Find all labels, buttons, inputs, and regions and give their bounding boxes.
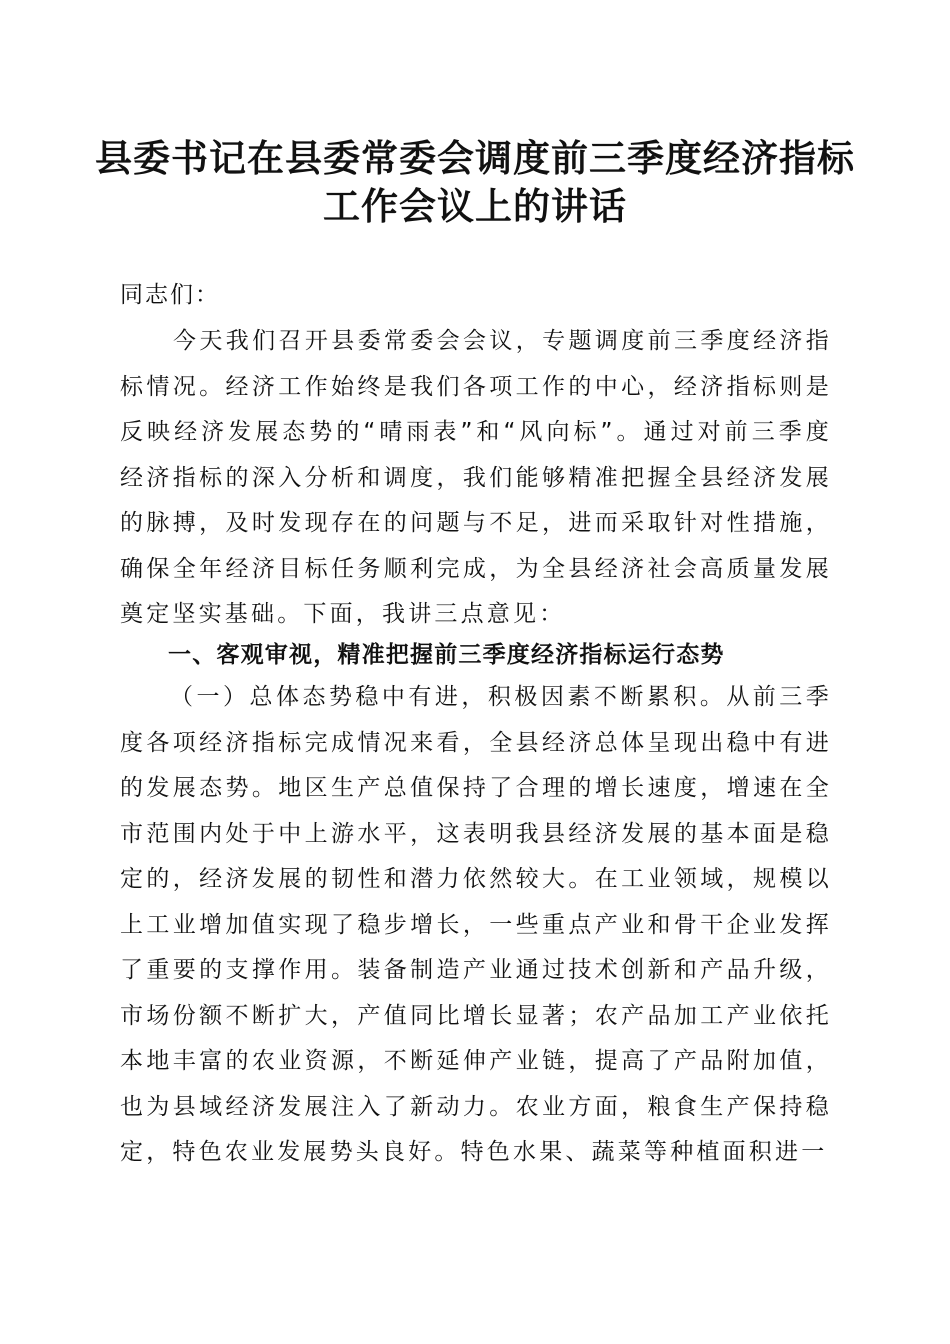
subsection-1-body: 从前三季度各项经济指标完成情况来看，全县经济总体呈现出稳中有进的发展态势。地区生产总值保持了合理的增长速度，增速在全市范围内处于中上游水平，这表明我县经济发展的基本面是稳定的，经济发展的韧性和潜力依然较大。在工业领域，规模以上工业增加值实现了稳步增长，一些重点产业和骨干企业发挥了重要的支撑作用。装备制造产业通过技术创新和产品升级，市场份额不断扩大，产值同比增长显著；农产品加工产业依托本地丰富的农业资源，不断延伸产业链，提高了产品附加值，也为县域经济发展注入了新动力。农业方面，粮食生产保持稳定，特色农业发展势头良好。特色水果、蔬菜等种植面积进一 <box>120 684 832 1165</box>
salutation: 同志们： <box>120 282 220 308</box>
document-title-line-2: 工作会议上的讲话 <box>323 184 627 228</box>
document-title-line-1: 县委书记在县委常委会调度前三季度经济指标 <box>95 136 855 180</box>
section-1-heading: 一、客观审视，精准把握前三季度经济指标运行态势 <box>168 642 725 668</box>
subsection-1-paragraph <box>120 675 832 1176</box>
intro-paragraph: 今天我们召开县委常委会会议，专题调度前三季度经济指标情况。经济工作始终是我们各项工作的中心，经济指标则是反映经济发展态势的“晴雨表”和“风向标”。通过对前三季度经济指标的深入分析和调度，我们能够精准把握全县经济发展的脉搏，及时发现存在的问题与不足，进而采取针对性措施，确保全年经济目标任务顺利完成，为全县经济社会高质量发展奠定坚实基础。下面，我讲三点意见： <box>120 328 832 627</box>
subsection-1-heading: （一）总体态势稳中有进，积极因素不断累积。 <box>170 684 727 710</box>
